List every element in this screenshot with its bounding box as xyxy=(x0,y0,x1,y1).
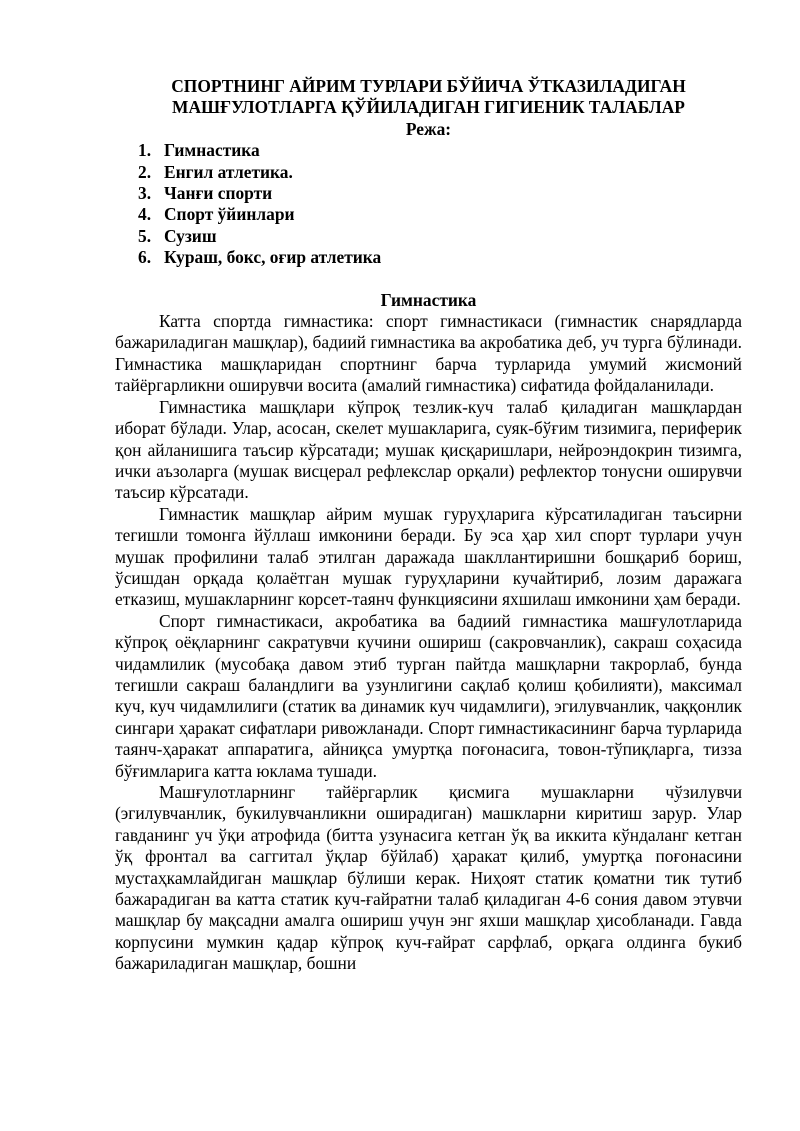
plan-heading: Режа: xyxy=(405,118,452,139)
plan-item-number: 3. xyxy=(138,183,152,204)
plan-item-label: Сузиш xyxy=(164,225,217,246)
plan-item xyxy=(115,204,742,225)
plan-item-number: 5. xyxy=(138,225,152,246)
plan-item-number: 2. xyxy=(138,161,152,182)
plan-item-number: 1. xyxy=(138,140,152,161)
plan-item xyxy=(115,162,742,183)
body-paragraph: Гимнастик машқлар айрим мушак гуруҳларига кўрсатиладиган таъсирни тегишли томонга йўллаш имконини беради. Бу эса ҳар хил спорт турлари учун мушак профилини талаб этилган даражада шакллантиришни бошқариб бориш, ўсишдан орқада қолаётган мушак гуруҳларини кучайтириб, лозим даражага етказиш, мушакларнинг корсет-таянч функциясини яхшилаш имконини ҳам беради. xyxy=(115,503,742,610)
body-paragraph: Катта спортда гимнастика: спорт гимнастикаси (гимнастик снарядларда бажариладиган машқлар), бадиий гимнастика ва акробатика деб, уч турга бўлинади. Гимнастика машқларидан спортнинг барча турларида умумий жисмоний тайёргарликни оширувчи восита (амалий гимнастика) сифатида фойдаланилади. xyxy=(115,311,742,396)
document-page xyxy=(115,76,742,975)
plan-item-label: Енгил атлетика. xyxy=(164,161,293,182)
document-title-line-1: СПОРТНИНГ АЙРИМ ТУРЛАРИ БЎЙИЧА ЎТКАЗИЛАДИГАН xyxy=(171,76,686,96)
plan-item-label: Гимнастика xyxy=(164,140,260,161)
section-heading: Гимнастика xyxy=(380,289,477,310)
plan-item xyxy=(115,226,742,247)
document-title-line-2: МАШҒУЛОТЛАРГА ҚЎЙИЛАДИГАН ГИГИЕНИК ТАЛАБЛАР xyxy=(172,97,685,118)
plan-item-label: Чанғи спорти xyxy=(164,183,273,204)
plan-item xyxy=(115,247,742,268)
body-paragraph: Спорт гимнастикаси, акробатика ва бадиий гимнастика машғулотларида кўпроқ оёқларнинг сакратувчи кучини ошириш (сакровчанлик), сакраш соҳасида чидамлилик (мусобақа давом этиб турган пайтда машқларни такрорлаб, бунда тегишли сакраш баландлиги ва узунлигини сақлаб қолиш қобилияти), максимал куч, куч чидамлилиги (статик ва динамик куч чидамлиги), эгилувчанлик, чаққонлик сингари ҳаракат сифатлари ривожланади. Спорт гимнастикасининг барча турларида таянч-ҳаракат аппаратига, айниқса умуртқа поғонасига, товон-тўпиқларга, тизза бўғимларига катта юклама тушади. xyxy=(115,610,742,781)
plan-item-label: Спорт ўйинлари xyxy=(164,204,295,225)
body-paragraph: Гимнастика машқлари кўпроқ тезлик-куч талаб қиладиган машқлардан иборат бўлади. Улар, асосан, скелет мушакларига, суяк-бўғим тизимига, периферик қон айланишига таъсир кўрсатади; мушак қисқаришлари, нейроэндокрин тизимга, ички аъзоларга (мушак висцерал рефлекслар орқали) рефлектор тонусни оширувчи таъсир кўрсатади. xyxy=(115,396,742,503)
body-paragraph: Машғулотларнинг тайёргарлик қисмига мушакларни чўзилувчи (эгилувчанлик, букилувчанликни оширадиган) машкларни киритиш зарур. Улар гавданинг уч ўқи атрофида (битта узунасига кетган ўқ ва иккита кўндаланг кетган ўқ фронтал ва саггитал ўқлар бўйлаб) ҳаракат қилиб, умуртқа поғонасини мустаҳкамлайдиган машқлар бўлиши керак. Ниҳоят статик қоматни тик тутиб бажарадиган ва катта статик куч-ғайратни талаб қиладиган 4-6 сония давом этувчи машқлар бу мақсадни амалга ошириш учун энг яхши машқлар ҳисобланади. Гавда корпусини мумкин қадар кўпроқ куч-ғайрат сарфлаб, орқага олдинга букиб бажариладиган машқлар, бошни xyxy=(115,782,742,974)
plan-item xyxy=(115,140,742,161)
plan-item xyxy=(115,183,742,204)
plan-item-number: 6. xyxy=(138,247,152,268)
plan-item-number: 4. xyxy=(138,204,152,225)
plan-item-label: Кураш, бокс, оғир атлетика xyxy=(164,247,382,268)
plan-list xyxy=(115,140,742,268)
